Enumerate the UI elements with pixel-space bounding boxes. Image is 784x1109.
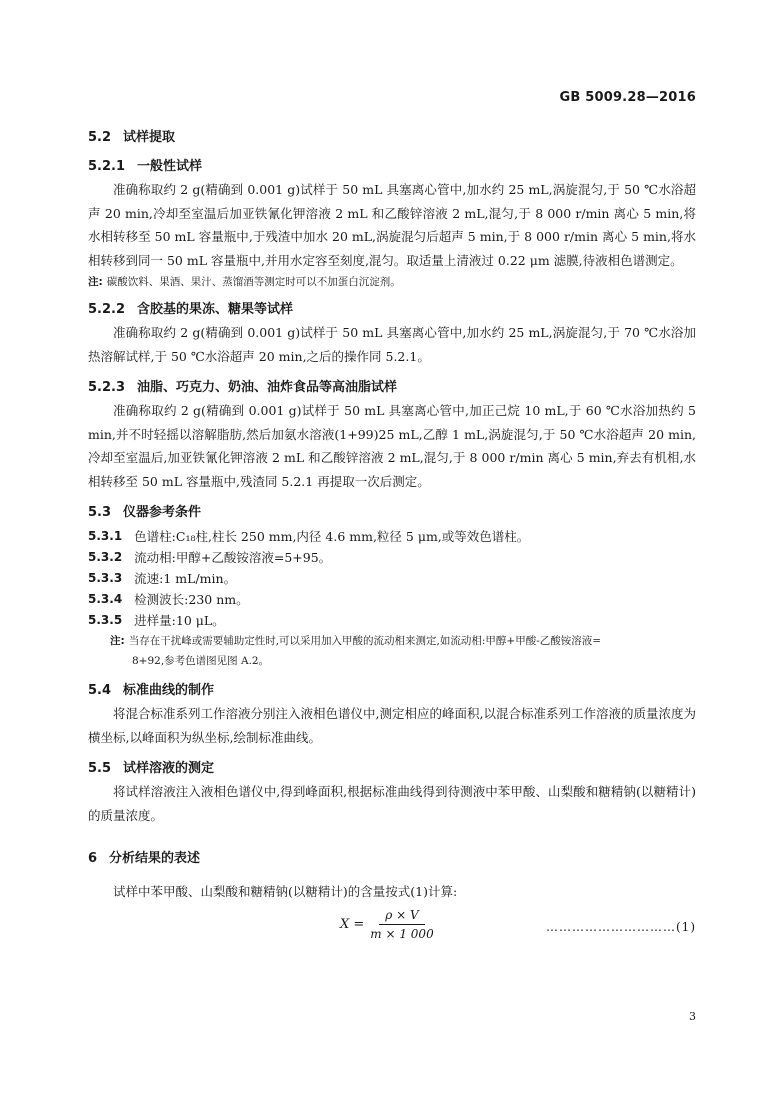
section-5-4-heading: 5.4 标准曲线的制作	[88, 683, 215, 698]
section-5-2-1-paragraph: 准确称取约 2 g(精确到 0.001 g)试样于 50 mL 具塞离心管中,加水约 25 mL,涡旋混匀,于 50 ℃水浴超声 20 min,冷却至室温后加亚铁氰化钾溶液 2 mL 和乙酸锌溶液 2 mL,混匀,于 8 000 r/min 离心 5 min,将水相转移至 50 mL 容量瓶中,于残渣中加水 20 mL,涡旋混匀后超声 5 min,于 8 000 r/min 离心 5 min,将水相转移到同一 50 mL 容量瓶中,并用水定容至刻度,混匀。取适量上清液过 0.22 μm 滤膜,待液相色谱测定。	[88, 182, 696, 268]
section-6-heading: 6 分析结果的表述	[88, 851, 201, 866]
formula-fraction	[370, 908, 433, 941]
condition-item: 5.3.5 进样量:10 μL。	[88, 613, 225, 628]
section-5-2-1-note: 注: 碳酸饮料、果酒、果汁、蒸馏酒等测定时可以不加蛋白沉淀剂。	[88, 276, 401, 288]
formula-lhs: X =	[340, 916, 365, 932]
section-5-3-heading: 5.3 仪器参考条件	[88, 505, 202, 520]
condition-item: 5.3.4 检测波长:230 nm。	[88, 592, 249, 607]
section-6-paragraph: 试样中苯甲酸、山梨酸和糖精钠(以糖精计)的含量按式(1)计算:	[113, 884, 458, 899]
section-5-5-paragraph: 将试样溶液注入液相色谱仪中,得到峰面积,根据标准曲线得到待测液中苯甲酸、山梨酸和糖精钠(以糖精计)的质量浓度。	[88, 784, 696, 823]
page-number: 3	[689, 1010, 696, 1023]
formula-numerator: ρ × V	[379, 908, 424, 925]
section-5-5-heading: 5.5 试样溶液的测定	[88, 761, 215, 776]
instrument-conditions-list	[88, 526, 696, 631]
section-5-4-paragraph: 将混合标准系列工作溶液分别注入液相色谱仪中,测定相应的峰面积,以混合标准系列工作溶液的质量浓度为横坐标,以峰面积为纵坐标,绘制标准曲线。	[88, 706, 696, 745]
section-5-2-3-heading: 5.2.3 油脂、巧克力、奶油、油炸食品等高油脂试样	[88, 380, 398, 395]
condition-item: 5.3.1 色谱柱:C₁₈柱,柱长 250 mm,内径 4.6 mm,粒径 5 μm,或等效色谱柱。	[88, 529, 530, 544]
section-5-3-note-continued: 8+92,参考色谱图见图 A.2。	[132, 655, 270, 667]
standard-code: GB 5009.28—2016	[559, 90, 696, 105]
section-5-2-2-heading: 5.2.2 含胶基的果冻、糖果等试样	[88, 302, 294, 317]
condition-item: 5.3.3 流速:1 mL/min。	[88, 571, 237, 586]
section-5-2-3-paragraph: 准确称取约 2 g(精确到 0.001 g)试样于 50 mL 具塞离心管中,加正己烷 10 mL,于 60 ℃水浴加热约 5 min,并不时轻摇以溶解脂肪,然后加氨水溶液(1+99)25 mL,乙醇 1 mL,涡旋混匀,于 50 ℃水浴超声 20 min,冷却至室温后,加亚铁氰化钾溶液 2 mL 和乙酸锌溶液 2 mL,混匀,于 8 000 r/min 离心 5 min,弃去有机相,水相转移至 50 mL 容量瓶中,残渣同 5.2.1 再提取一次后测定。	[88, 403, 696, 489]
section-5-2-heading: 5.2 试样提取	[88, 130, 176, 145]
section-5-2-2-paragraph: 准确称取约 2 g(精确到 0.001 g)试样于 50 mL 具塞离心管中,加水约 25 mL,涡旋混匀,于 70 ℃水浴加热溶解试样,于 50 ℃水浴超声 20 min,之后的操作同 5.2.1。	[88, 325, 696, 364]
formula-denominator: m × 1 000	[370, 926, 434, 941]
document-body	[88, 126, 696, 952]
equation-number: …………………………(1)	[546, 919, 696, 934]
formula-expression	[340, 908, 434, 941]
formula-1	[88, 908, 696, 952]
condition-item: 5.3.2 流动相:甲醇+乙酸铵溶液=5+95。	[88, 550, 332, 565]
section-5-3-note: 注: 当存在干扰峰或需要辅助定性时,可以采用加入甲酸的流动相来测定,如流动相:甲醇+甲酸-乙酸铵溶液=	[110, 635, 602, 647]
section-5-2-1-heading: 5.2.1 一般性试样	[88, 159, 203, 174]
